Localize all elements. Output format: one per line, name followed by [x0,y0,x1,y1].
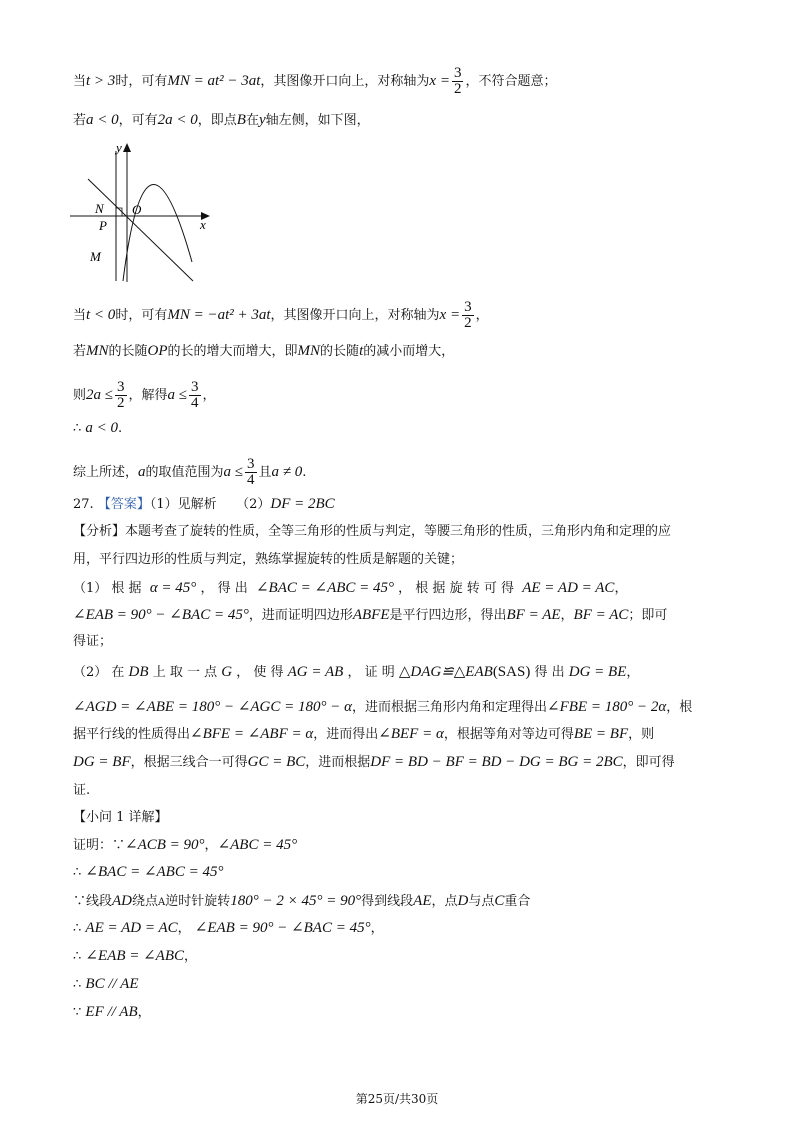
text-line: ∴ ∠BAC = ∠ABC = 45° [73,864,224,880]
text-line: ∴ a < 0. [73,420,123,436]
text-line: ∴ ∠EAB = ∠ABC， [73,948,198,964]
fraction: $\frac{3}{4}$ [191,379,199,411]
fraction: $\frac{3}{2}$ [453,65,462,97]
text-line: 则2a ≤ $\frac{3}{2}$ ，解得a ≤ $\frac{3}{4}$ ， [73,379,216,411]
text-line: ∵线段AD绕点A逆时针旋转180° − 2 × 45° = 90°得到线段AE，点D与点C重合 [73,893,531,909]
question-number: 27. [73,497,94,512]
text-line: ∠AGD = ∠ABE = 180° − ∠AGC = 180° − α，进而根据三角形内角和定理得出∠FBE = 180° − 2α，根 [73,699,693,715]
text-line: （1） 根 据 α = 45° ， 得 出 ∠BAC = ∠ABC = 45° ， 根 据 旋 转 可 得 AE = AD = AC， [73,580,628,596]
fraction: $\frac{3}{2}$ [117,379,125,411]
label-o: O [132,202,142,217]
text-line: DG = BF，根据三线合一可得GC = BC，进而根据DF = BD − BF = BD − DG = BG = 2BC，即可得 [73,754,675,770]
text-line: （2） 在 DB 上 取 一 点 G ， 使 得 AG = AB ， 证 明 △DAG≌△EAB(SAS) 得 出 DG = BE， [73,664,640,680]
parabola-curve [123,184,192,281]
analysis-line: 【分析】本题考查了旋转的性质，全等三角形的性质与判定，等腰三角形的性质，三角形内角和定理的应 [73,524,672,539]
coordinate-graph [68,136,218,286]
sub-question-heading: 【小问 1 详解】 [73,810,168,825]
y-label: y [116,140,122,155]
text-line: 证明：∵∠ACB = 90°，∠ABC = 45° [73,837,298,853]
label-n: N [95,201,104,216]
text-line: 证. [73,783,91,798]
text-line: 若a < 0，可有2a < 0，即点B在y轴左侧，如下图， [73,112,370,128]
label-m: M [90,249,101,264]
analysis-line: 用，平行四边形的性质与判定，熟练掌握旋转的性质是解题的关键； [73,552,464,567]
x-label: x [200,217,206,232]
text-line: 当t > 3时，可有MN = at² − 3at，其图像开口向上，对称轴为x = $\frac{3}{2}$ ，不符合题意； [73,65,557,97]
label-p: P [99,218,107,233]
fraction: $\frac{3}{2}$ [464,299,472,331]
text-line: ∴ BC // AE [73,976,139,992]
text-line: ∴ AE = AD = AC， ∠EAB = 90° − ∠BAC = 45°， [73,920,384,936]
text-line: 若MN的长随OP的长的增大而增大，即MN的长随t的减小而增大， [73,343,455,359]
fraction: $\frac{3}{4}$ [247,456,255,488]
text-line: ∵ EF // AB， [73,1004,151,1020]
text-line: 据平行线的性质得出∠BFE = ∠ABF = α，进而得出∠BEF = α，根据等角对等边可得BE = BF，则 [73,726,655,742]
text-line: 综上所述，a的取值范围为a ≤ $\frac{3}{4}$ 且a ≠ 0. [73,456,307,488]
y-axis-arrow [123,143,131,152]
text-line: ∠EAB = 90° − ∠BAC = 45°，进而证明四边形ABFE是平行四边形，得出BF = AE，BF = AC；即可 [73,607,668,623]
text-line: 得证； [73,634,113,649]
answer-line: 27. 【答案】（1）见解析 （2）DF = 2BC [73,496,335,512]
text-line: 当t < 0时，可有MN = −at² + 3at，其图像开口向上，对称轴为x = $\frac{3}{2}$ ， [73,299,489,331]
answer-tag: 【答案】 [97,497,150,512]
page-number: 第25页/共30页 [355,1092,439,1106]
